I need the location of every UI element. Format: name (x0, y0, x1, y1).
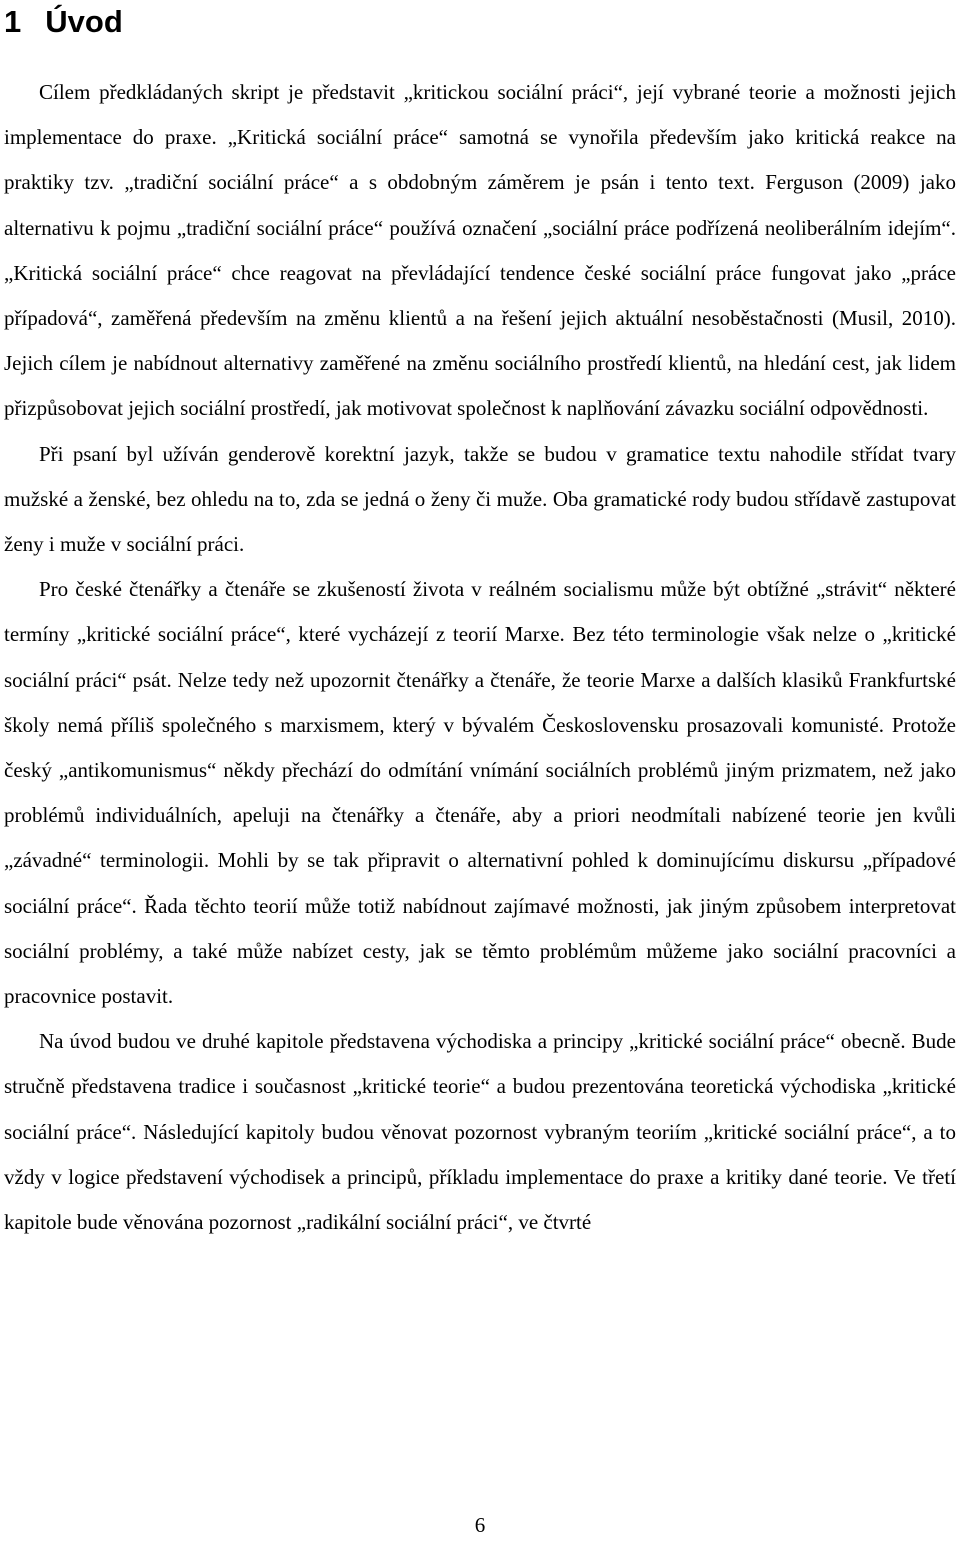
chapter-title: Úvod (45, 4, 123, 39)
paragraph-1: Cílem předkládaných skript je představit „kritickou sociální práci“, její vybrané teorie a možnosti jejich implementace do praxe. „Kritická sociální práce“ samotná se vynořila především jako kritická reakce na praktiky tzv. „tradiční sociální práce“ a s obdobným záměrem je psán i tento text. Ferguson (2009) jako alternativu k pojmu „tradiční sociální práce“ používá označení „sociální práce podřízená neoliberálním idejím“. „Kritická sociální práce“ chce reagovat na převládající tendence české sociální práce fungovat jako „práce případová“, zaměřená především na změnu klientů a na řešení jejich aktuální nesoběstačnosti (Musil, 2010). Jejich cílem je nabídnout alternativy zaměřené na změnu sociálního prostředí klientů, na hledání cest, jak lidem přizpůsobovat jejich sociální prostředí, jak motivovat společnost k naplňování závazku sociální odpovědnosti. (4, 80, 956, 421)
paragraph-3: Pro české čtenářky a čtenáře se zkušeností života v reálném socialismu může být obtížné „strávit“ některé termíny „kritické sociální práce“, které vycházejí z teorií Marxe. Bez této terminologie však nelze o „kritické sociální práci“ psát. Nelze tedy než upozornit čtenářky a čtenáře, že teorie Marxe a dalších klasiků Frankfurtské školy nemá příliš společného s marxismem, který v bývalém Československu prosazovali komunisté. Protože český „antikomunismus“ někdy přechází do odmítání vnímání sociálních problémů jiným prizmatem, než jako problémů individuálních, apeluji na čtenářky a čtenáře, aby a priori neodmítali nabízené teorie jen kvůli „závadné“ terminologii. Mohli by se tak připravit o alternativní pohled k dominujícímu diskursu „případové sociální práce“. Řada těchto teorií může totiž nabídnout zajímavé možnosti, jak jiným způsobem interpretovat sociální problémy, a také může nabízet cesty, jak se těmto problémům můžeme jako sociální pracovníci a pracovnice postavit. (4, 577, 956, 1009)
page-number: 6 (474, 1513, 486, 1537)
body-text (4, 70, 956, 1245)
chapter-heading (4, 0, 956, 42)
chapter-number: 1 (4, 4, 22, 39)
paragraph-4: Na úvod budou ve druhé kapitole představena východiska a principy „kritické sociální práce“ obecně. Bude stručně představena tradice i současnost „kritické teorie“ a budou prezentována teoretická východiska „kritické sociální práce“. Následující kapitoly budou věnovat pozornost vybraným teoriím „kritické sociální práce“, a to vždy v logice představení východisek a principů, příkladu implementace do praxe a kritiky dané teorie. Ve třetí kapitole bude věnována pozornost „radikální sociální práci“, ve čtvrté (4, 1029, 956, 1235)
paragraph-2: Při psaní byl užíván genderově korektní jazyk, takže se budou v gramatice textu nahodile střídat tvary mužské a ženské, bez ohledu na to, zda se jedná o ženy či muže. Oba gramatické rody budou střídavě zastupovat ženy i muže v sociální práci. (4, 441, 956, 557)
